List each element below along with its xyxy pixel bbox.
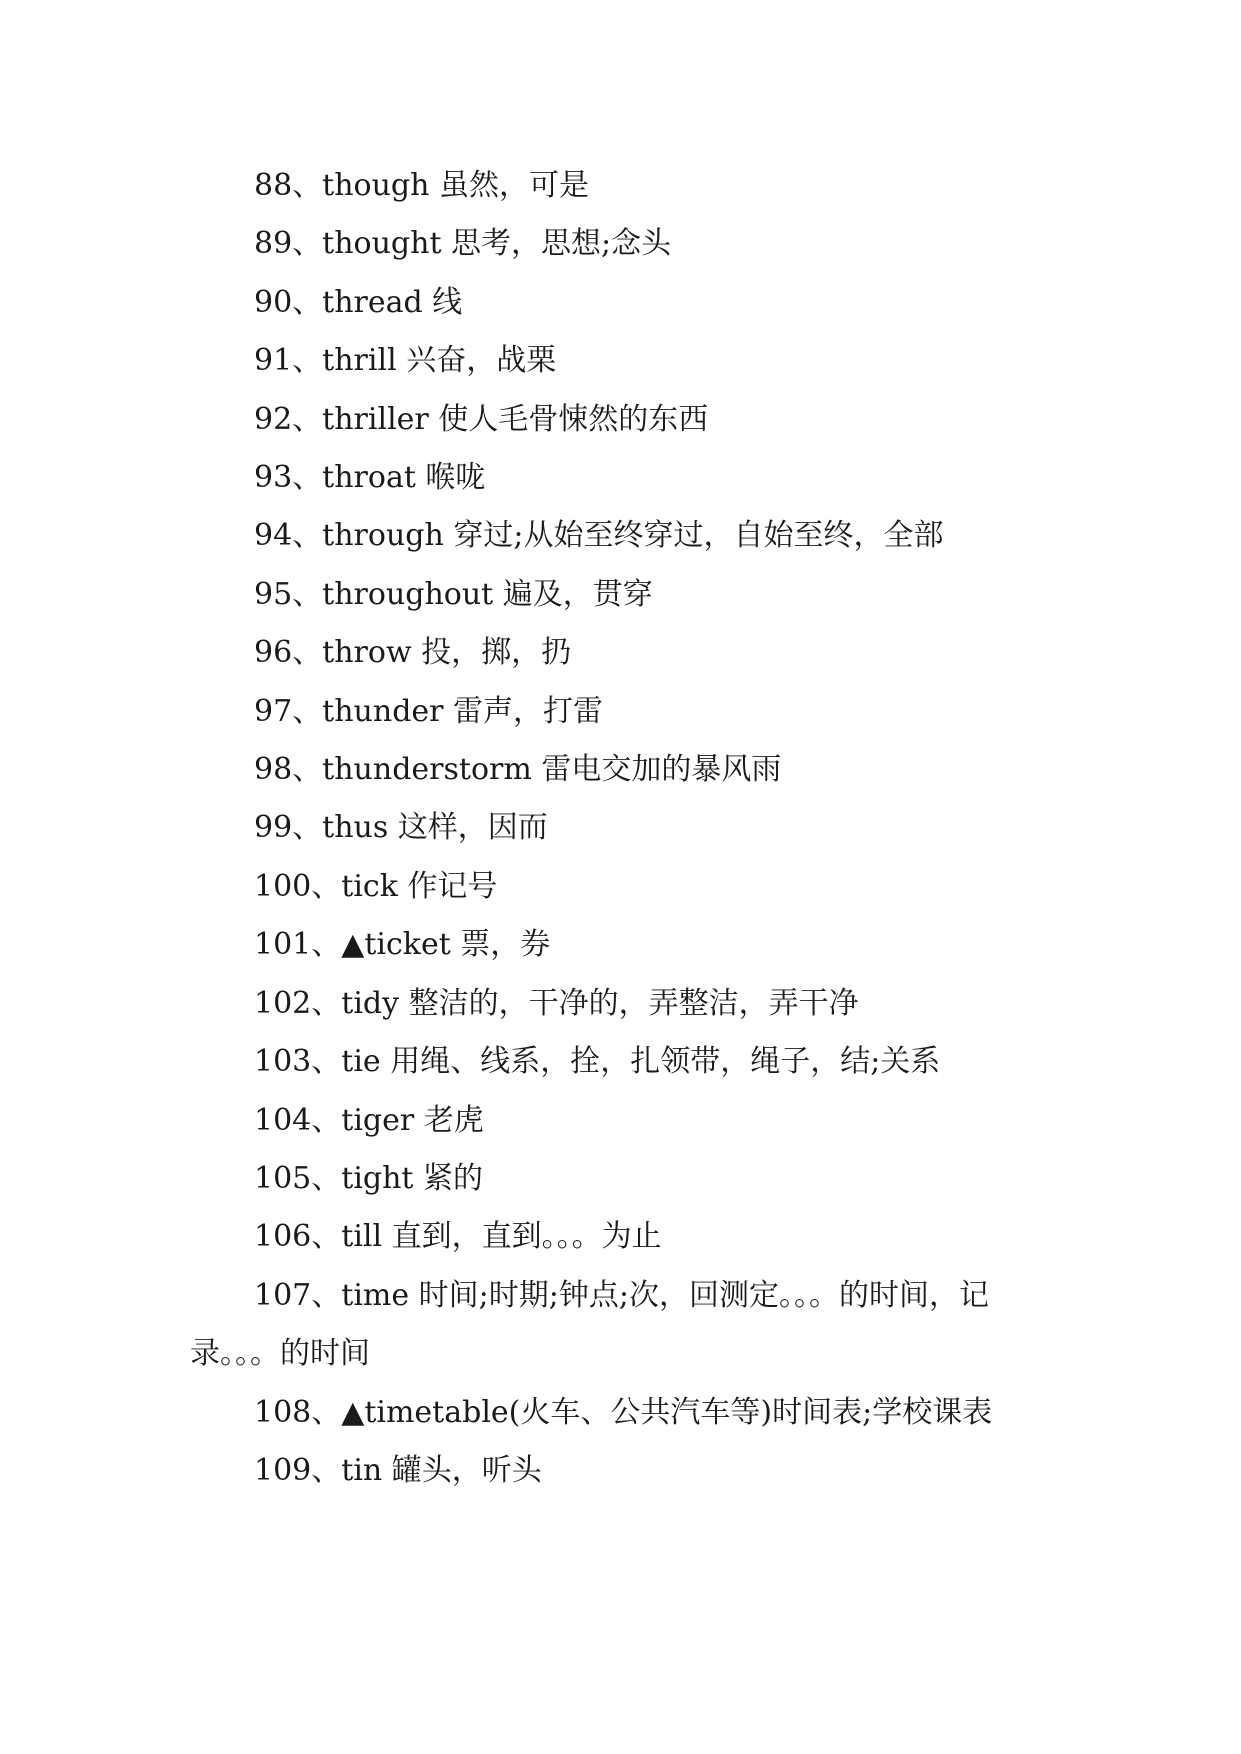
vocab-entry-106: 106、till 直到，直到。。。为止 bbox=[254, 1219, 662, 1255]
vocab-entry-99: 99、thus 这样，因而 bbox=[254, 810, 548, 846]
vocab-entry-97: 97、thunder 雷声，打雷 bbox=[254, 693, 604, 729]
vocab-entry-94: 94、through 穿过;从始至终穿过，自始至终，全部 bbox=[254, 518, 944, 554]
vocab-entry-104: 104、tiger 老虎 bbox=[254, 1102, 484, 1138]
vocab-entry-95: 95、throughout 遍及，贯穿 bbox=[254, 576, 653, 612]
vocab-entry-89: 89、thought 思考，思想;念头 bbox=[254, 226, 672, 262]
vocab-entry-103: 103、tie 用绳、线系，拴，扎领带，绳子，结;关系 bbox=[254, 1044, 941, 1080]
vocabulary-list bbox=[190, 157, 1058, 1500]
vocab-entry-100: 100、tick 作记号 bbox=[254, 868, 498, 904]
vocab-entry-109: 109、tin 罐头，听头 bbox=[254, 1452, 542, 1488]
vocab-entry-90: 90、thread 线 bbox=[254, 284, 463, 320]
vocab-entry-96: 96、throw 投，掷，扔 bbox=[254, 635, 572, 671]
vocab-entry-107: 107、time 时间;时期;钟点;次，回测定。。。的时间，记录。。。的时间 bbox=[190, 1277, 989, 1372]
vocab-entry-105: 105、tight 紧的 bbox=[254, 1160, 484, 1196]
vocab-entry-93: 93、throat 喉咙 bbox=[254, 460, 486, 496]
vocab-entry-108: 108、▲timetable(火车、公共汽车等)时间表;学校课表 bbox=[254, 1394, 993, 1430]
vocab-entry-98: 98、thunderstorm 雷电交加的暴风雨 bbox=[254, 752, 782, 788]
vocab-entry-88: 88、though 虽然，可是 bbox=[254, 168, 589, 203]
vocab-entry-102: 102、tidy 整洁的，干净的，弄整洁，弄干净 bbox=[254, 985, 859, 1021]
vocab-entry-91: 91、thrill 兴奋，战栗 bbox=[254, 343, 557, 379]
vocab-entry-92: 92、thriller 使人毛骨悚然的东西 bbox=[254, 401, 709, 437]
vocab-entry-101: 101、▲ticket 票，券 bbox=[254, 927, 551, 963]
